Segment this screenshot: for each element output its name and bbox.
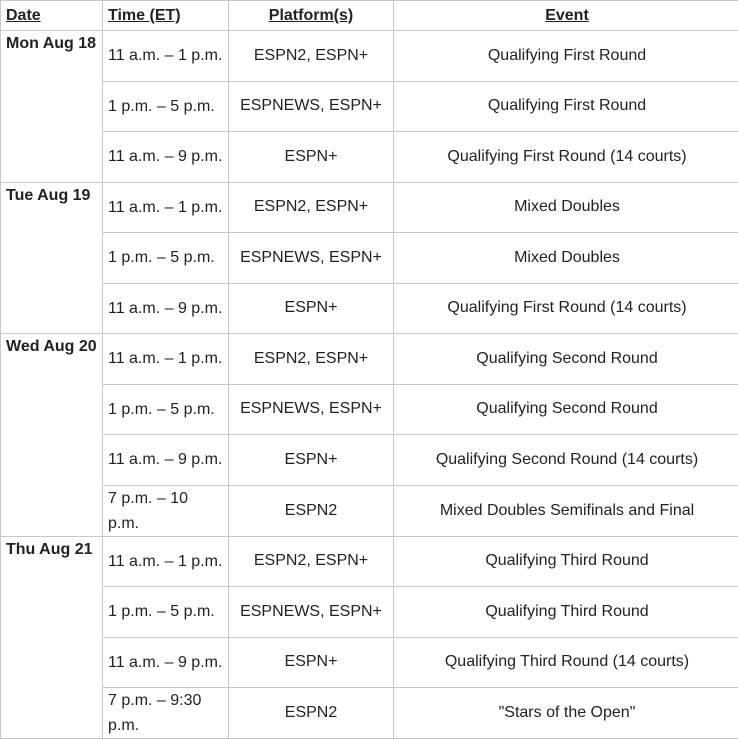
time-cell: 11 a.m. – 1 p.m. [103,334,229,385]
table-row [1,132,738,183]
platform-cell: ESPN+ [229,637,394,688]
date-cell: Thu Aug 21 [1,536,103,739]
time-cell: 11 a.m. – 9 p.m. [103,435,229,486]
header-platforms: Platform(s) [229,1,394,31]
platform-cell: ESPN+ [229,283,394,334]
table-row [1,435,738,486]
platform-cell: ESPN2, ESPN+ [229,31,394,82]
time-cell: 11 a.m. – 9 p.m. [103,637,229,688]
platform-cell: ESPN2 [229,688,394,739]
event-cell: Mixed Doubles [394,233,738,284]
platform-cell: ESPN2, ESPN+ [229,182,394,233]
table-body [1,31,738,739]
table-row [1,688,738,739]
time-cell: 11 a.m. – 9 p.m. [103,132,229,183]
event-cell: Qualifying First Round (14 courts) [394,283,738,334]
table-row [1,587,738,638]
time-cell: 1 p.m. – 5 p.m. [103,233,229,284]
platform-cell: ESPN2, ESPN+ [229,334,394,385]
event-cell: Qualifying Second Round [394,334,738,385]
table-row [1,31,738,82]
event-cell: Mixed Doubles [394,182,738,233]
time-cell: 11 a.m. – 1 p.m. [103,31,229,82]
event-cell: Qualifying First Round [394,81,738,132]
time-cell: 1 p.m. – 5 p.m. [103,587,229,638]
date-cell: Tue Aug 19 [1,182,103,334]
header-date: Date [1,1,103,31]
table-row [1,485,738,536]
event-cell: Qualifying Third Round (14 courts) [394,637,738,688]
platform-cell: ESPN2, ESPN+ [229,536,394,587]
event-cell: Qualifying Third Round [394,536,738,587]
table-row [1,283,738,334]
time-cell: 11 a.m. – 9 p.m. [103,283,229,334]
table-row [1,233,738,284]
table-row [1,81,738,132]
time-cell: 11 a.m. – 1 p.m. [103,536,229,587]
platform-cell: ESPNEWS, ESPN+ [229,587,394,638]
header-row [1,1,738,31]
date-cell: Mon Aug 18 [1,31,103,183]
table-row [1,637,738,688]
header-event: Event [394,1,738,31]
event-cell: Mixed Doubles Semifinals and Final [394,485,738,536]
platform-cell: ESPN+ [229,435,394,486]
table-header [1,1,738,31]
event-cell: Qualifying First Round [394,31,738,82]
table-row [1,536,738,587]
event-cell: "Stars of the Open" [394,688,738,739]
header-time: Time (ET) [103,1,229,31]
event-cell: Qualifying Second Round [394,384,738,435]
time-cell: 7 p.m. – 10 p.m. [103,485,229,536]
platform-cell: ESPN2 [229,485,394,536]
table-row [1,182,738,233]
event-cell: Qualifying First Round (14 courts) [394,132,738,183]
time-cell: 7 p.m. – 9:30 p.m. [103,688,229,739]
date-cell: Wed Aug 20 [1,334,103,537]
platform-cell: ESPNEWS, ESPN+ [229,233,394,284]
time-cell: 11 a.m. – 1 p.m. [103,182,229,233]
event-cell: Qualifying Second Round (14 courts) [394,435,738,486]
table-row [1,334,738,385]
platform-cell: ESPNEWS, ESPN+ [229,81,394,132]
time-cell: 1 p.m. – 5 p.m. [103,384,229,435]
event-cell: Qualifying Third Round [394,587,738,638]
time-cell: 1 p.m. – 5 p.m. [103,81,229,132]
platform-cell: ESPNEWS, ESPN+ [229,384,394,435]
platform-cell: ESPN+ [229,132,394,183]
table-row [1,384,738,435]
